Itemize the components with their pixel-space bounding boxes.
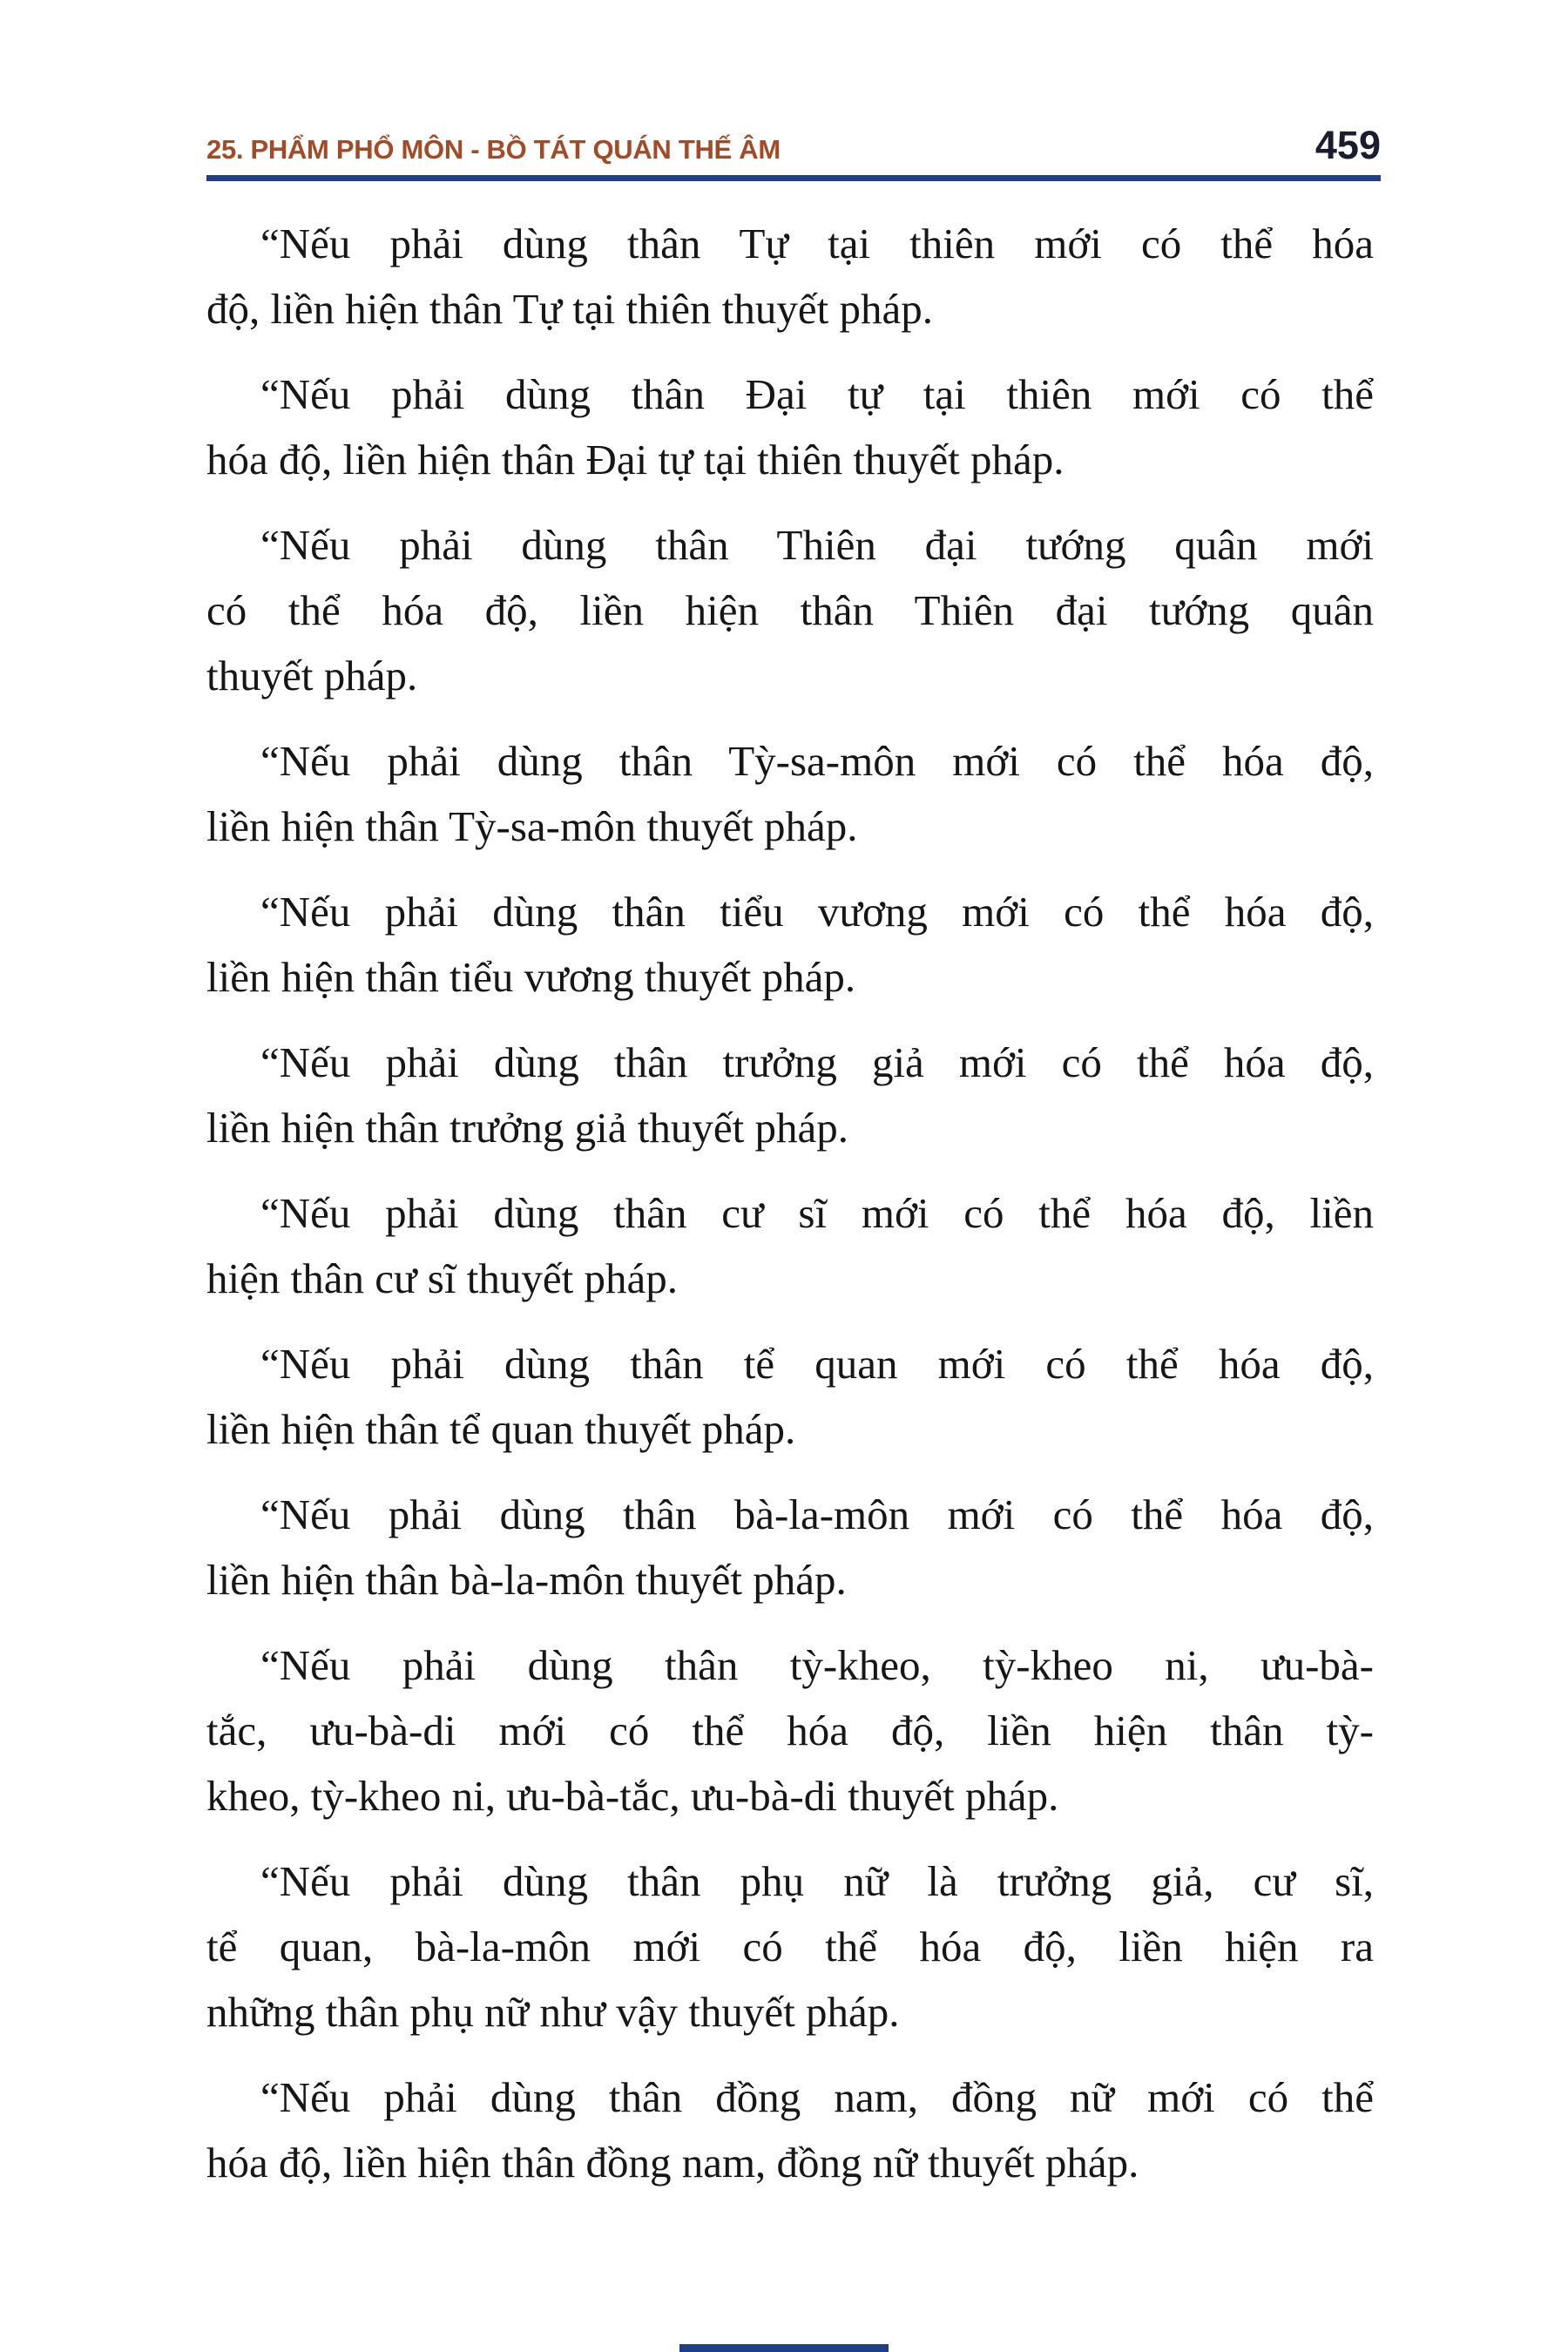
text-line: tắc, ưu-bà-di mới có thể hóa độ, liền hiện thân tỳ- bbox=[206, 1707, 1374, 1754]
text-line: “Nếu phải dùng thân Đại tự tại thiên mới có thể bbox=[260, 370, 1374, 418]
paragraph bbox=[206, 1482, 1374, 1612]
text-line: những thân phụ nữ như vậy thuyết pháp. bbox=[206, 1988, 900, 2036]
chapter-title: 25. PHẨM PHỔ MÔN - BỒ TÁT QUÁN THẾ ÂM bbox=[206, 134, 781, 165]
paragraph bbox=[206, 1180, 1374, 1311]
text-line: liền hiện thân bà-la-môn thuyết pháp. bbox=[206, 1556, 847, 1604]
paragraph bbox=[206, 211, 1374, 341]
paragraph bbox=[206, 879, 1374, 1010]
text-line: hiện thân cư sĩ thuyết pháp. bbox=[206, 1254, 678, 1302]
footer-bar bbox=[679, 2344, 889, 2352]
text-line: “Nếu phải dùng thân Tự tại thiên mới có thể hóa bbox=[260, 220, 1374, 267]
header-rule bbox=[206, 175, 1381, 181]
text-line: liền hiện thân tể quan thuyết pháp. bbox=[206, 1405, 796, 1453]
paragraph bbox=[206, 1632, 1374, 1828]
paragraph bbox=[206, 1030, 1374, 1160]
text-line: “Nếu phải dùng thân tể quan mới có thể hóa độ, bbox=[260, 1340, 1374, 1388]
text-line: liền hiện thân Tỳ-sa-môn thuyết pháp. bbox=[206, 802, 858, 850]
body-text bbox=[206, 211, 1374, 2215]
text-line: có thể hóa độ, liền hiện thân Thiên đại tướng quân bbox=[206, 586, 1374, 634]
text-line: thuyết pháp. bbox=[206, 652, 418, 700]
text-line: độ, liền hiện thân Tự tại thiên thuyết pháp. bbox=[206, 285, 933, 333]
text-line: “Nếu phải dùng thân Thiên đại tướng quân mới bbox=[260, 521, 1374, 569]
text-line: “Nếu phải dùng thân bà-la-môn mới có thể hóa độ, bbox=[260, 1490, 1374, 1538]
text-line: hóa độ, liền hiện thân đồng nam, đồng nữ thuyết pháp. bbox=[206, 2139, 1139, 2186]
page-number: 459 bbox=[1315, 123, 1381, 167]
paragraph bbox=[206, 362, 1374, 492]
text-line: “Nếu phải dùng thân tiểu vương mới có thể hóa độ, bbox=[260, 888, 1374, 936]
text-line: liền hiện thân tiểu vương thuyết pháp. bbox=[206, 953, 856, 1001]
paragraph bbox=[206, 2065, 1374, 2195]
text-line: hóa độ, liền hiện thân Đại tự tại thiên thuyết pháp. bbox=[206, 436, 1064, 483]
text-line: “Nếu phải dùng thân phụ nữ là trưởng giả, cư sĩ, bbox=[260, 1857, 1374, 1905]
paragraph bbox=[206, 1331, 1374, 1462]
text-line: “Nếu phải dùng thân cư sĩ mới có thể hóa độ, liền bbox=[260, 1189, 1374, 1237]
text-line: “Nếu phải dùng thân tỳ-kheo, tỳ-kheo ni, ưu-bà- bbox=[260, 1641, 1374, 1689]
text-line: “Nếu phải dùng thân Tỳ-sa-môn mới có thể hóa độ, bbox=[260, 737, 1374, 785]
text-line: tể quan, bà-la-môn mới có thể hóa độ, liền hiện ra bbox=[206, 1923, 1374, 1970]
paragraph bbox=[206, 512, 1374, 708]
text-line: “Nếu phải dùng thân đồng nam, đồng nữ mới có thể bbox=[260, 2073, 1374, 2121]
text-line: kheo, tỳ-kheo ni, ưu-bà-tắc, ưu-bà-di thuyết pháp. bbox=[206, 1772, 1059, 1820]
text-line: “Nếu phải dùng thân trưởng giả mới có thể hóa độ, bbox=[260, 1038, 1374, 1086]
paragraph bbox=[206, 1848, 1374, 2044]
paragraph bbox=[206, 728, 1374, 859]
page-header bbox=[206, 125, 1381, 181]
text-line: liền hiện thân trưởng giả thuyết pháp. bbox=[206, 1104, 848, 1152]
